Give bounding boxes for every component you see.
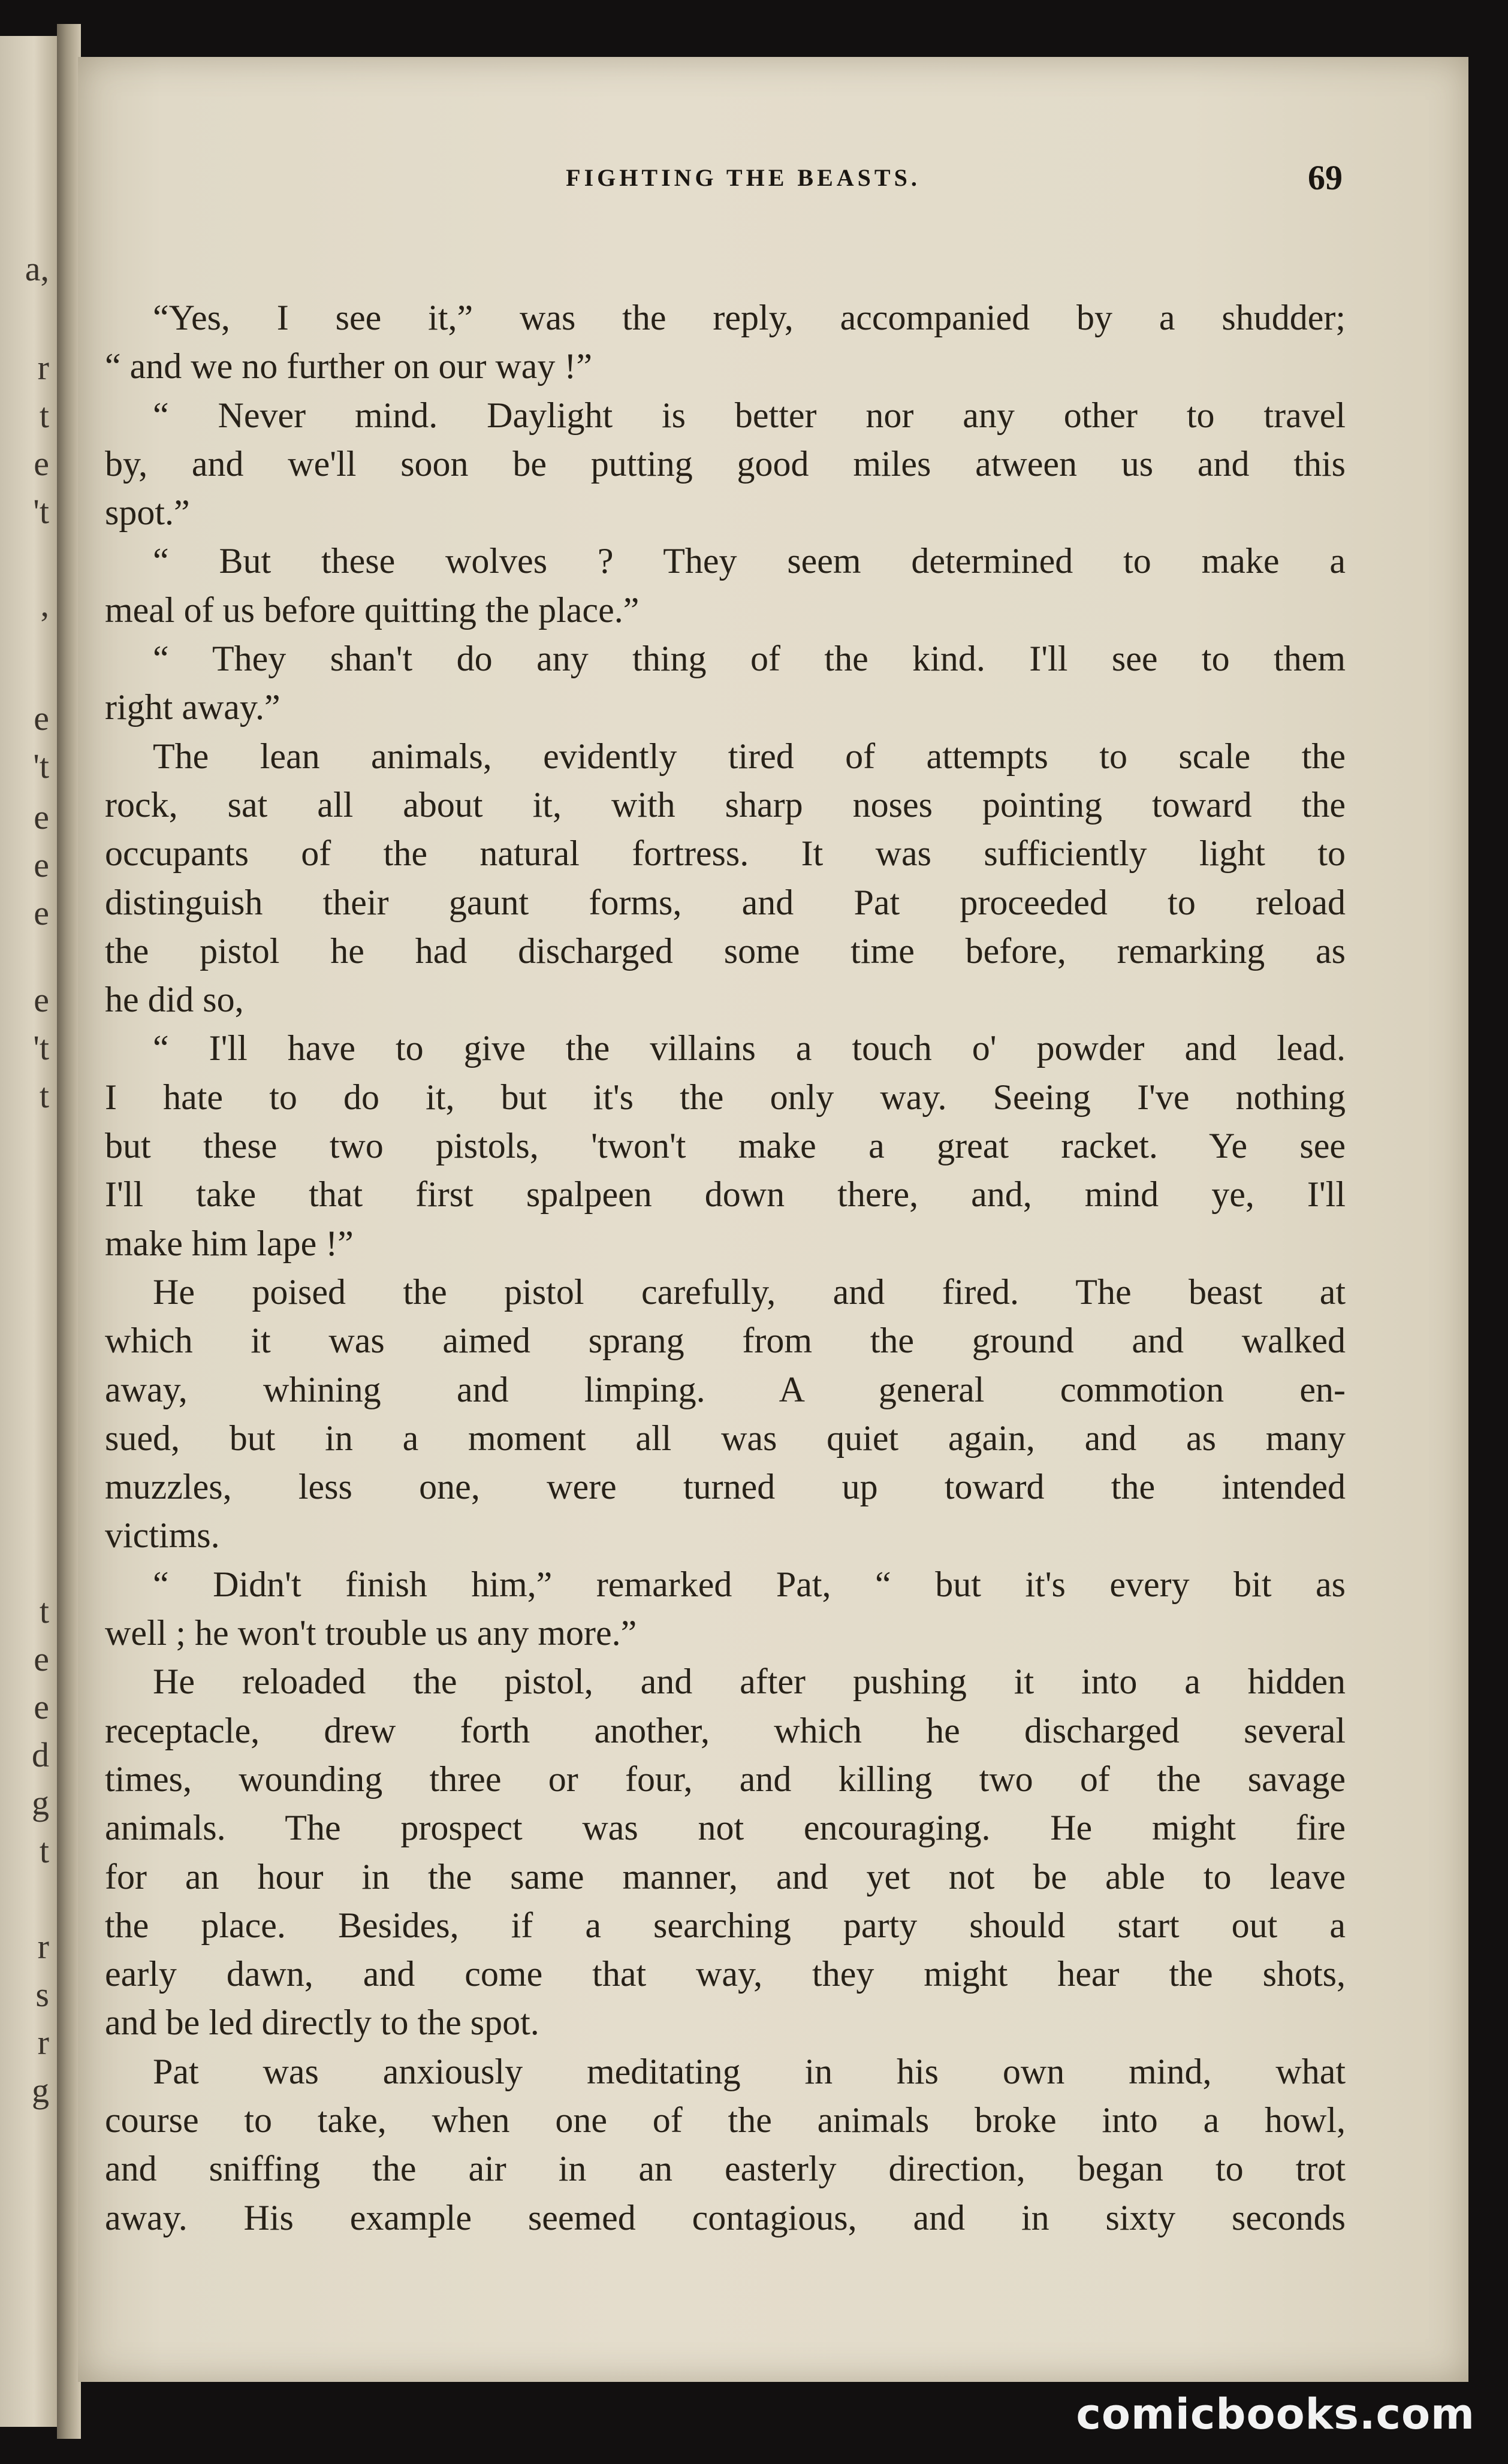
text-line: He poised the pistol carefully, and fired. The beast at	[153, 1272, 1346, 1312]
text-line: sued, but in a moment all was quiet again, and as many	[105, 1418, 1346, 1458]
text-line: by, and we'll soon be putting good miles atween us and this	[105, 443, 1346, 484]
text-line: which it was aimed sprang from the ground and walked	[105, 1321, 1346, 1361]
left-page-fragment: d	[32, 1735, 49, 1774]
running-head	[78, 158, 1468, 212]
body-text	[105, 294, 1346, 2242]
text-line: he did so,	[105, 980, 244, 1020]
left-page-fragment: e	[34, 798, 49, 837]
text-line: meal of us before quitting the place.”	[105, 590, 640, 630]
left-page-fragment: t	[39, 1076, 49, 1115]
left-page-fragment: 't	[33, 492, 49, 531]
left-page-fragment: 't	[33, 1028, 49, 1067]
text-line: “Yes, I see it,” was the reply, accompanied by a shudder;	[153, 298, 1346, 337]
text-line: animals. The prospect was not encouraging. He might fire	[105, 1808, 1346, 1848]
text-line: “ But these wolves ? They seem determined to make a	[153, 541, 1346, 581]
text-line: early dawn, and come that way, they might hear the shots,	[105, 1954, 1346, 1994]
left-page-fragment: t	[39, 396, 49, 435]
text-line: make him lape !”	[105, 1223, 354, 1263]
text-line: “ I'll have to give the villains a touch o' powder and lead.	[153, 1028, 1346, 1068]
text-line: “ and we no further on our way !”	[105, 346, 593, 386]
text-line: muzzles, less one, were turned up toward the intended	[105, 1467, 1346, 1507]
running-title: FIGHTING THE BEASTS.	[566, 164, 921, 191]
left-page-fragment: e	[34, 699, 49, 738]
text-line: the pistol he had discharged some time before, remarking as	[105, 931, 1346, 971]
text-line: distinguish their gaunt forms, and Pat proceeded to reload	[105, 882, 1346, 922]
text-line: for an hour in the same manner, and yet not be able to leave	[105, 1856, 1346, 1897]
left-page-fragment: 't	[33, 747, 49, 786]
text-line: occupants of the natural fortress. It was sufficiently light to	[105, 834, 1346, 874]
left-page-fragment: r	[37, 348, 49, 387]
text-line: away. His example seemed contagious, and in sixty seconds	[105, 2197, 1346, 2237]
left-page-fragment: ,	[40, 585, 49, 624]
page-number: 69	[1308, 158, 1343, 197]
text-line: spot.”	[105, 493, 190, 533]
left-page-fragment: t	[39, 1592, 49, 1630]
left-page-fragment: e	[34, 1687, 49, 1726]
text-line: victims.	[105, 1515, 220, 1556]
text-line: “ They shan't do any thing of the kind. I'll see to them	[153, 639, 1346, 679]
left-page-fragment: a,	[25, 249, 49, 288]
left-page-edge	[0, 36, 57, 2427]
left-page-fragment: g	[32, 1783, 49, 1822]
text-line: The lean animals, evidently tired of attempts to scale the	[153, 736, 1346, 776]
text-line: well ; he won't trouble us any more.”	[105, 1613, 637, 1653]
text-line: receptacle, drew forth another, which he discharged several	[105, 1710, 1346, 1750]
text-line: “ Never mind. Daylight is better nor any other to travel	[153, 395, 1346, 435]
left-page-fragment: s	[35, 1975, 49, 2014]
text-line: “ Didn't finish him,” remarked Pat, “ but it's every bit as	[153, 1564, 1346, 1604]
text-line: away, whining and limping. A general commotion en-	[105, 1369, 1346, 1409]
text-line: and be led directly to the spot.	[105, 2003, 539, 2043]
left-page-fragment: e	[34, 444, 49, 483]
text-line: times, wounding three or four, and killing two of the savage	[105, 1759, 1346, 1799]
text-line: right away.”	[105, 687, 281, 727]
left-page-fragment: g	[32, 2071, 49, 2110]
text-line: but these two pistols, 'twon't make a great racket. Ye see	[105, 1126, 1346, 1166]
text-line: and sniffing the air in an easterly direction, began to trot	[105, 2149, 1346, 2189]
text-line: the place. Besides, if a searching party should start out a	[105, 1905, 1346, 1945]
text-line: I'll take that first spalpeen down there, and, mind ye, I'll	[105, 1174, 1346, 1215]
watermark-logo: comicbooks.com	[1076, 2390, 1475, 2439]
left-page-fragment: r	[37, 2023, 49, 2062]
left-page-fragment: e	[34, 1639, 49, 1678]
text-line: I hate to do it, but it's the only way. Seeing I've nothing	[105, 1077, 1346, 1117]
book-page	[78, 57, 1468, 2382]
left-page-fragment: e	[34, 846, 49, 884]
left-page-fragment: r	[37, 1927, 49, 1966]
left-page-fragment: t	[39, 1831, 49, 1870]
text-line: He reloaded the pistol, and after pushing it into a hidden	[153, 1662, 1346, 1702]
text-line: rock, sat all about it, with sharp noses pointing toward the	[105, 784, 1346, 825]
text-line: course to take, when one of the animals broke into a howl,	[105, 2100, 1346, 2140]
text-line: Pat was anxiously meditating in his own mind, what	[153, 2051, 1346, 2091]
left-page-fragment: e	[34, 980, 49, 1019]
book-gutter	[57, 24, 81, 2439]
left-page-fragment: e	[34, 893, 49, 932]
